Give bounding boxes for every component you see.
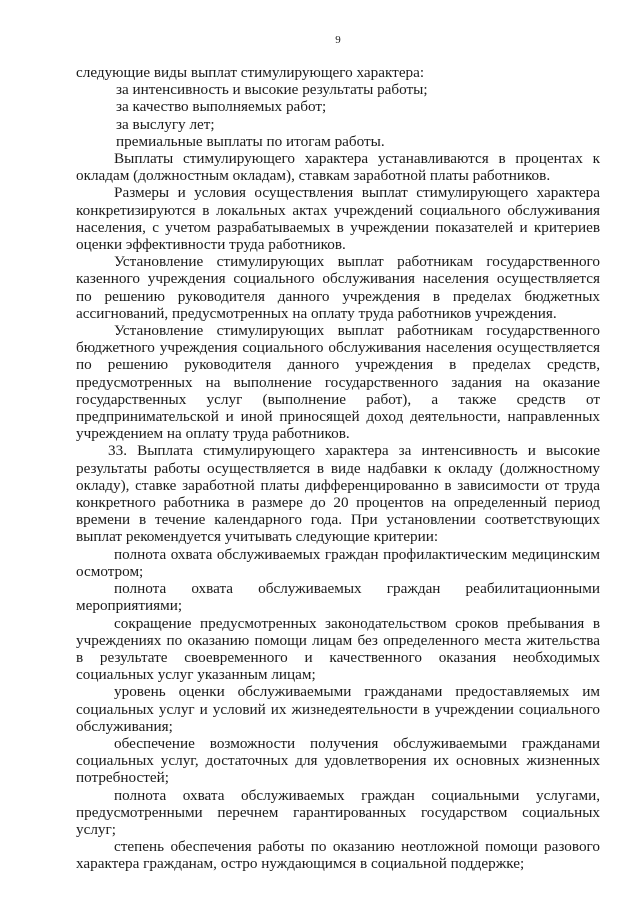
text-line: результаты работы осуществляется в виде надбавки к окладу (должностному <box>76 459 600 477</box>
text-line: конкретизируются в локальных актах учреждений социального обслуживания <box>76 201 600 219</box>
paragraph-first-line: полнота охвата обслуживаемых граждан социальными услугами, <box>114 786 600 804</box>
text-line: мероприятиями; <box>76 597 183 615</box>
paragraph-first-line: степень обеспечения работы по оказанию неотложной помощи разового <box>114 838 600 856</box>
text-line: учреждением на оплату труда работников. <box>76 425 350 443</box>
text-line: ассигнований, предусмотренных на оплату труда работников учреждения. <box>76 304 557 322</box>
paragraph-first-line: 33. Выплата стимулирующего характера за интенсивность и высокие <box>108 442 600 460</box>
text-line: характера гражданам, остро нуждающимся в социальной поддержке; <box>76 855 525 873</box>
text-line: следующие виды выплат стимулирующего характера: <box>76 64 425 81</box>
text-line: услуг; <box>76 820 116 838</box>
list-item: за интенсивность и высокие результаты работы; <box>116 81 428 99</box>
text-line: учреждениях по оказанию помощи лицам без определенного места жительства <box>76 631 600 649</box>
paragraph-first-line: Установление стимулирующих выплат работникам государственного <box>114 253 600 271</box>
text-line: обслуживания; <box>76 717 173 735</box>
text-line: по решению руководителя данного учреждения в пределах бюджетных <box>76 287 600 305</box>
paragraph-first-line: Установление стимулирующих выплат работникам государственного <box>114 322 600 340</box>
text-line: осмотром; <box>76 562 144 580</box>
paragraph-first-line: полнота охвата обслуживаемых граждан профилактическим медицинским <box>114 545 600 563</box>
text-line: конкретного работника в размере до 20 процентов на определенный период <box>76 494 600 512</box>
list-item: за качество выполняемых работ; <box>116 98 327 116</box>
text-line: государственных услуг (выполнение работ), а также средств от <box>76 390 600 408</box>
text-line: потребностей; <box>76 769 169 787</box>
paragraph-first-line: Размеры и условия осуществления выплат стимулирующего характера <box>114 184 600 202</box>
text-line: предусмотренными перечнем гарантированных государством социальных <box>76 803 600 821</box>
text-line: населения, с учетом разрабатываемых в учреждении показателей и критериев <box>76 218 600 236</box>
text-line: выплат рекомендуется учитывать следующие критерии: <box>76 528 439 546</box>
paragraph-first-line: сокращение предусмотренных законодательством сроков пребывания в <box>114 614 600 632</box>
text-line: окладам (должностным окладам), ставкам заработной платы работников. <box>76 167 551 185</box>
text-line: социальных услуг указанным лицам; <box>76 666 316 684</box>
text-line: по решению руководителя данного учреждения в пределах средств, <box>76 356 600 374</box>
paragraph-first-line: полнота охвата обслуживаемых граждан реабилитационными <box>114 580 600 598</box>
list-item: за выслугу лет; <box>116 115 215 133</box>
text-line: предпринимательской и иной приносящей доход деятельности, направленных <box>76 408 600 426</box>
text-line: социальных услуг и условий их жизнедеятельности в учреждении социального <box>76 700 600 718</box>
page-number: 9 <box>335 34 341 46</box>
paragraph-first-line: Выплаты стимулирующего характера устанавливаются в процентах к <box>114 150 600 168</box>
paragraph-first-line: уровень оценки обслуживаемыми гражданами предоставляемых им <box>114 683 600 701</box>
paragraph-first-line: обеспечение возможности получения обслуживаемыми гражданами <box>114 734 600 752</box>
text-line: времени в течение календарного года. При установлении соответствующих <box>76 511 600 529</box>
text-line: оценки эффективности труда работников. <box>76 236 346 254</box>
text-line: казенного учреждения социального обслуживания населения осуществляется <box>76 270 600 288</box>
text-line: окладу), ставке заработной платы дифференцированно в зависимости от труда <box>76 476 600 494</box>
text-line: предусмотренных на выполнение государственного задания на оказание <box>76 373 600 391</box>
text-line: в результате своевременного и качественного оказания необходимых <box>76 648 600 666</box>
list-item: премиальные выплаты по итогам работы. <box>116 132 385 150</box>
text-line: бюджетного учреждения социального обслуживания населения осуществляется <box>76 339 600 357</box>
text-line: социальных услуг, достаточных для удовлетворения их основных жизненных <box>76 752 600 770</box>
